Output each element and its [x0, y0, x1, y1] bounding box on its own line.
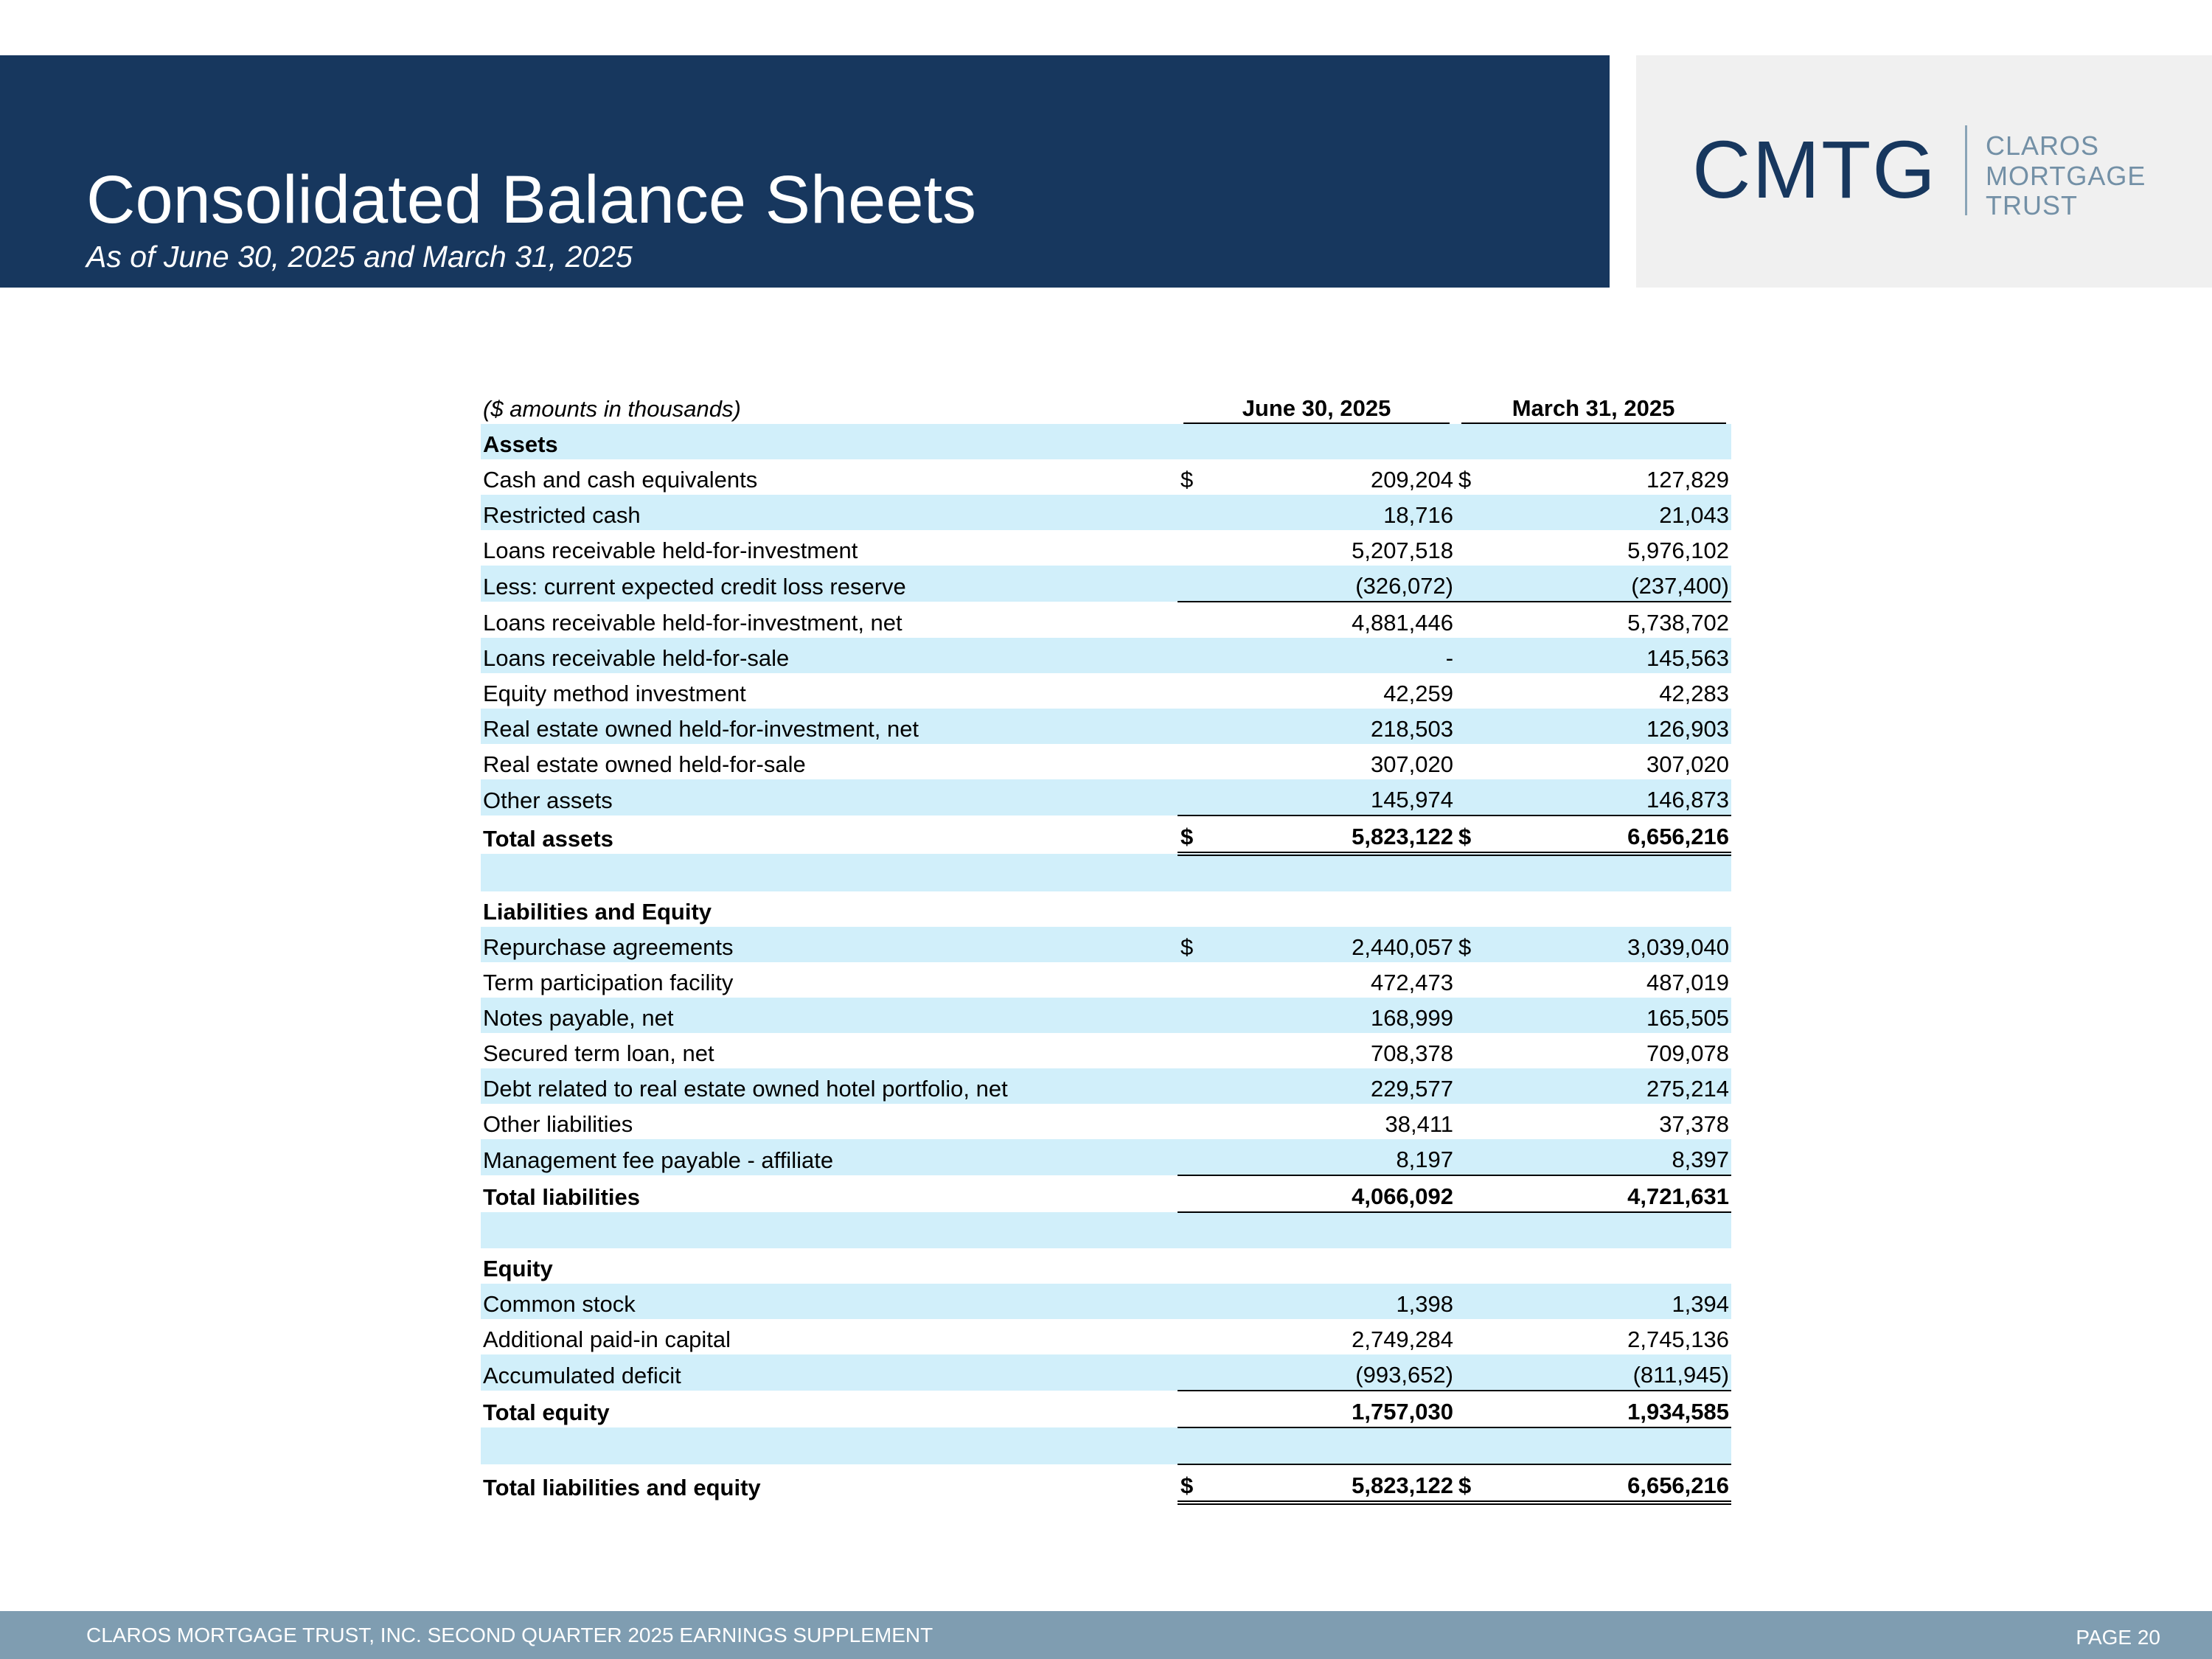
- table-row: [481, 779, 1731, 815]
- value-march: 2,745,136: [1627, 1326, 1730, 1352]
- currency-sign-march: $: [1458, 467, 1472, 493]
- row-label: Less: current expected credit loss reserve: [481, 566, 1178, 602]
- currency-sign-june: [1178, 962, 1201, 998]
- column-header-june-label: June 30, 2025: [1183, 394, 1450, 424]
- currency-sign-march: [1455, 673, 1479, 709]
- value-march: [1479, 1212, 1731, 1248]
- row-label: Management fee payable - affiliate: [481, 1139, 1178, 1175]
- table-row: [481, 1212, 1731, 1248]
- value-june: 5,823,122: [1201, 815, 1455, 854]
- column-header-march-label: March 31, 2025: [1461, 394, 1726, 424]
- value-june: 145,974: [1201, 779, 1455, 815]
- row-label: Notes payable, net: [481, 998, 1178, 1033]
- value-june: (993,652): [1201, 1354, 1455, 1391]
- row-label: Total assets: [483, 826, 613, 852]
- row-label: Loans receivable held-for-sale: [481, 638, 1178, 673]
- table-row: [481, 998, 1731, 1033]
- table-row: [481, 854, 1731, 891]
- row-label: Secured term loan, net: [483, 1040, 714, 1066]
- currency-sign-june: [1178, 891, 1201, 927]
- currency-sign-june: [1178, 495, 1201, 530]
- currency-sign-june: [1178, 1284, 1201, 1319]
- logo-wordmark: [1986, 131, 2146, 221]
- currency-sign-march: [1455, 1319, 1479, 1354]
- value-march: [1479, 854, 1731, 891]
- currency-sign-june: [1178, 1175, 1201, 1212]
- table-row: [481, 1284, 1731, 1319]
- row-label: Total liabilities: [483, 1184, 641, 1210]
- table-row: [481, 459, 1731, 495]
- row-label: Assets: [481, 424, 1178, 459]
- currency-sign-june: [1178, 424, 1201, 459]
- column-header-june: [1178, 389, 1455, 424]
- table-row: [481, 424, 1731, 459]
- value-june: [1201, 854, 1455, 891]
- currency-sign-march: [1455, 998, 1479, 1033]
- row-label: [481, 1212, 1178, 1248]
- currency-sign-june: [1178, 1319, 1201, 1354]
- currency-sign-march: [1455, 779, 1479, 815]
- value-june: [1201, 1248, 1455, 1284]
- currency-sign-june: [1178, 1104, 1201, 1139]
- value-june: 2,440,057: [1201, 927, 1455, 962]
- value-march: 1,934,585: [1479, 1391, 1731, 1427]
- currency-sign-march: [1455, 1427, 1479, 1464]
- value-march: 146,873: [1479, 779, 1731, 815]
- table-row: [481, 891, 1731, 927]
- currency-sign-june: $: [1178, 1464, 1201, 1503]
- row-label: [481, 1427, 1178, 1464]
- page-title: Consolidated Balance Sheets: [86, 162, 977, 237]
- currency-sign-june: [1178, 1212, 1201, 1248]
- currency-sign-june: [1178, 779, 1201, 815]
- currency-sign-march: [1455, 1284, 1479, 1319]
- logo-word: CLAROS: [1986, 131, 2100, 161]
- row-label: Liabilities and Equity: [483, 899, 712, 925]
- row-label: Real estate owned held-for-sale: [483, 751, 806, 777]
- value-march: 42,283: [1659, 681, 1730, 706]
- value-june: 1,398: [1201, 1284, 1455, 1319]
- row-label: Loans receivable held-for-investment: [483, 538, 858, 563]
- currency-sign-june: [1178, 530, 1201, 566]
- value-march: 6,656,216: [1479, 1464, 1731, 1503]
- currency-sign-june: [1178, 854, 1201, 891]
- currency-sign-march: [1455, 1104, 1479, 1139]
- value-june: [1201, 1427, 1455, 1464]
- value-june: 209,204: [1370, 467, 1454, 493]
- page-number: PAGE 20: [2076, 1626, 2160, 1649]
- value-june: 8,197: [1201, 1139, 1455, 1175]
- currency-sign-june: [1178, 638, 1201, 673]
- currency-sign-june: [1178, 566, 1201, 602]
- value-march: 307,020: [1646, 751, 1730, 777]
- currency-sign-march: [1455, 1068, 1479, 1104]
- value-march: [1479, 1248, 1731, 1284]
- value-march: 21,043: [1479, 495, 1731, 530]
- footer-text: CLAROS MORTGAGE TRUST, INC. SECOND QUARTER 2025 EARNINGS SUPPLEMENT: [86, 1624, 933, 1646]
- value-march: 145,563: [1479, 638, 1731, 673]
- currency-sign-june: $: [1178, 815, 1201, 854]
- table-row: [481, 815, 1731, 854]
- table-row: [481, 1104, 1731, 1139]
- value-june: 5,823,122: [1201, 1464, 1455, 1503]
- value-march: 8,397: [1479, 1139, 1731, 1175]
- value-march: [1479, 1427, 1731, 1464]
- value-june: 4,066,092: [1201, 1175, 1455, 1212]
- value-march: (237,400): [1479, 566, 1731, 602]
- value-march: 709,078: [1646, 1040, 1730, 1066]
- table-row: [481, 962, 1731, 998]
- currency-sign-june: [1178, 673, 1201, 709]
- row-label: Debt related to real estate owned hotel portfolio, net: [481, 1068, 1178, 1104]
- currency-sign-march: [1455, 891, 1479, 927]
- currency-sign-june: [1178, 1139, 1201, 1175]
- value-march: 126,903: [1479, 709, 1731, 744]
- table-row: [481, 1427, 1731, 1464]
- value-march: 487,019: [1646, 970, 1730, 995]
- table-header-row: [481, 389, 1731, 424]
- currency-sign-june: [1178, 998, 1201, 1033]
- row-label: Equity: [483, 1256, 553, 1281]
- currency-sign-march: [1455, 638, 1479, 673]
- currency-sign-june: $: [1178, 927, 1201, 962]
- table-row: [481, 673, 1731, 709]
- table-row: [481, 602, 1731, 638]
- currency-sign-march: $: [1455, 815, 1479, 854]
- value-march: 165,505: [1479, 998, 1731, 1033]
- value-june: 708,378: [1370, 1040, 1454, 1066]
- currency-sign-march: [1455, 744, 1479, 779]
- row-label: [481, 854, 1178, 891]
- value-june: -: [1201, 638, 1455, 673]
- table-row: [481, 1248, 1731, 1284]
- table-row: [481, 1319, 1731, 1354]
- row-label: Other assets: [481, 779, 1178, 815]
- currency-sign-june: [1178, 744, 1201, 779]
- row-label: Restricted cash: [481, 495, 1178, 530]
- row-label: Total liabilities and equity: [483, 1475, 761, 1500]
- value-march: 127,829: [1646, 467, 1730, 493]
- currency-sign-march: [1455, 1391, 1479, 1427]
- value-march: [1479, 424, 1731, 459]
- currency-sign-march: [1455, 566, 1479, 602]
- value-june: 38,411: [1385, 1111, 1454, 1137]
- currency-sign-march: [1455, 854, 1479, 891]
- value-march: 1,394: [1479, 1284, 1731, 1319]
- currency-sign-june: [1178, 1068, 1201, 1104]
- value-june: 42,259: [1383, 681, 1454, 706]
- column-header-march: [1455, 389, 1731, 424]
- currency-sign-march: [1455, 530, 1479, 566]
- row-label: Repurchase agreements: [481, 927, 1178, 962]
- value-june: 2,749,284: [1352, 1326, 1454, 1352]
- table-row: [481, 1033, 1731, 1068]
- units-note: ($ amounts in thousands): [483, 396, 741, 422]
- currency-sign-march: $: [1455, 927, 1479, 962]
- table-row: [481, 495, 1731, 530]
- logo-word: MORTGAGE: [1986, 160, 2146, 191]
- table-row: [481, 1068, 1731, 1104]
- currency-sign-june: $: [1180, 467, 1194, 493]
- table-row: [481, 927, 1731, 962]
- row-label: Equity method investment: [483, 681, 746, 706]
- row-label: Other liabilities: [483, 1111, 633, 1137]
- currency-sign-march: [1455, 1175, 1479, 1212]
- currency-sign-march: [1455, 962, 1479, 998]
- value-june: 5,207,518: [1352, 538, 1454, 563]
- row-label: Total equity: [483, 1399, 610, 1425]
- table-row: [481, 1139, 1731, 1175]
- currency-sign-march: [1455, 1248, 1479, 1284]
- row-label: Cash and cash equivalents: [483, 467, 758, 493]
- value-june: 229,577: [1201, 1068, 1455, 1104]
- value-march: 4,721,631: [1479, 1175, 1731, 1212]
- value-march: 37,378: [1659, 1111, 1730, 1137]
- logo-divider: [1965, 125, 1967, 215]
- row-label: Accumulated deficit: [481, 1354, 1178, 1391]
- table-row: [481, 638, 1731, 673]
- currency-sign-march: [1455, 1033, 1479, 1068]
- value-june: [1201, 1212, 1455, 1248]
- currency-sign-march: [1455, 495, 1479, 530]
- table-row: [481, 744, 1731, 779]
- currency-sign-march: [1455, 1212, 1479, 1248]
- value-june: [1201, 424, 1455, 459]
- table-row: [481, 530, 1731, 566]
- balance-sheet-table: [481, 389, 1731, 1505]
- row-label: Term participation facility: [483, 970, 734, 995]
- value-march: 5,976,102: [1627, 538, 1730, 563]
- value-june: 1,757,030: [1201, 1391, 1455, 1427]
- currency-sign-june: [1178, 1427, 1201, 1464]
- value-march: 6,656,216: [1479, 815, 1731, 854]
- value-march: 5,738,702: [1627, 610, 1730, 636]
- row-label: Real estate owned held-for-investment, net: [481, 709, 1178, 744]
- currency-sign-june: [1178, 1391, 1201, 1427]
- currency-sign-march: $: [1455, 1464, 1479, 1503]
- row-label: Common stock: [481, 1284, 1178, 1319]
- value-june: 472,473: [1370, 970, 1454, 995]
- table-row: [481, 1175, 1731, 1212]
- value-march: 275,214: [1479, 1068, 1731, 1104]
- currency-sign-june: [1178, 602, 1201, 638]
- page-subtitle: As of June 30, 2025 and March 31, 2025: [86, 240, 633, 274]
- currency-sign-march: [1455, 424, 1479, 459]
- row-label: Loans receivable held-for-investment, net: [483, 610, 902, 636]
- table-row: [481, 566, 1731, 602]
- value-june: 4,881,446: [1352, 610, 1454, 636]
- value-june: 307,020: [1370, 751, 1454, 777]
- currency-sign-march: [1455, 1354, 1479, 1391]
- currency-sign-june: [1178, 1248, 1201, 1284]
- table-row: [481, 1391, 1731, 1427]
- value-march: 3,039,040: [1479, 927, 1731, 962]
- table-row: [481, 1354, 1731, 1391]
- value-march: [1479, 891, 1731, 927]
- currency-sign-june: [1178, 1033, 1201, 1068]
- row-label: Additional paid-in capital: [483, 1326, 731, 1352]
- currency-sign-march: [1455, 602, 1479, 638]
- currency-sign-june: [1178, 1354, 1201, 1391]
- logo-mark: CMTG: [1692, 125, 1937, 215]
- currency-sign-march: [1455, 1139, 1479, 1175]
- value-june: [1201, 891, 1455, 927]
- currency-sign-june: [1178, 709, 1201, 744]
- logo-word: TRUST: [1986, 190, 2078, 221]
- value-march: (811,945): [1479, 1354, 1731, 1391]
- currency-sign-march: [1455, 709, 1479, 744]
- value-june: 218,503: [1201, 709, 1455, 744]
- table-row: [481, 709, 1731, 744]
- value-june: (326,072): [1201, 566, 1455, 602]
- value-june: 18,716: [1201, 495, 1455, 530]
- value-june: 168,999: [1201, 998, 1455, 1033]
- table-row: [481, 1464, 1731, 1503]
